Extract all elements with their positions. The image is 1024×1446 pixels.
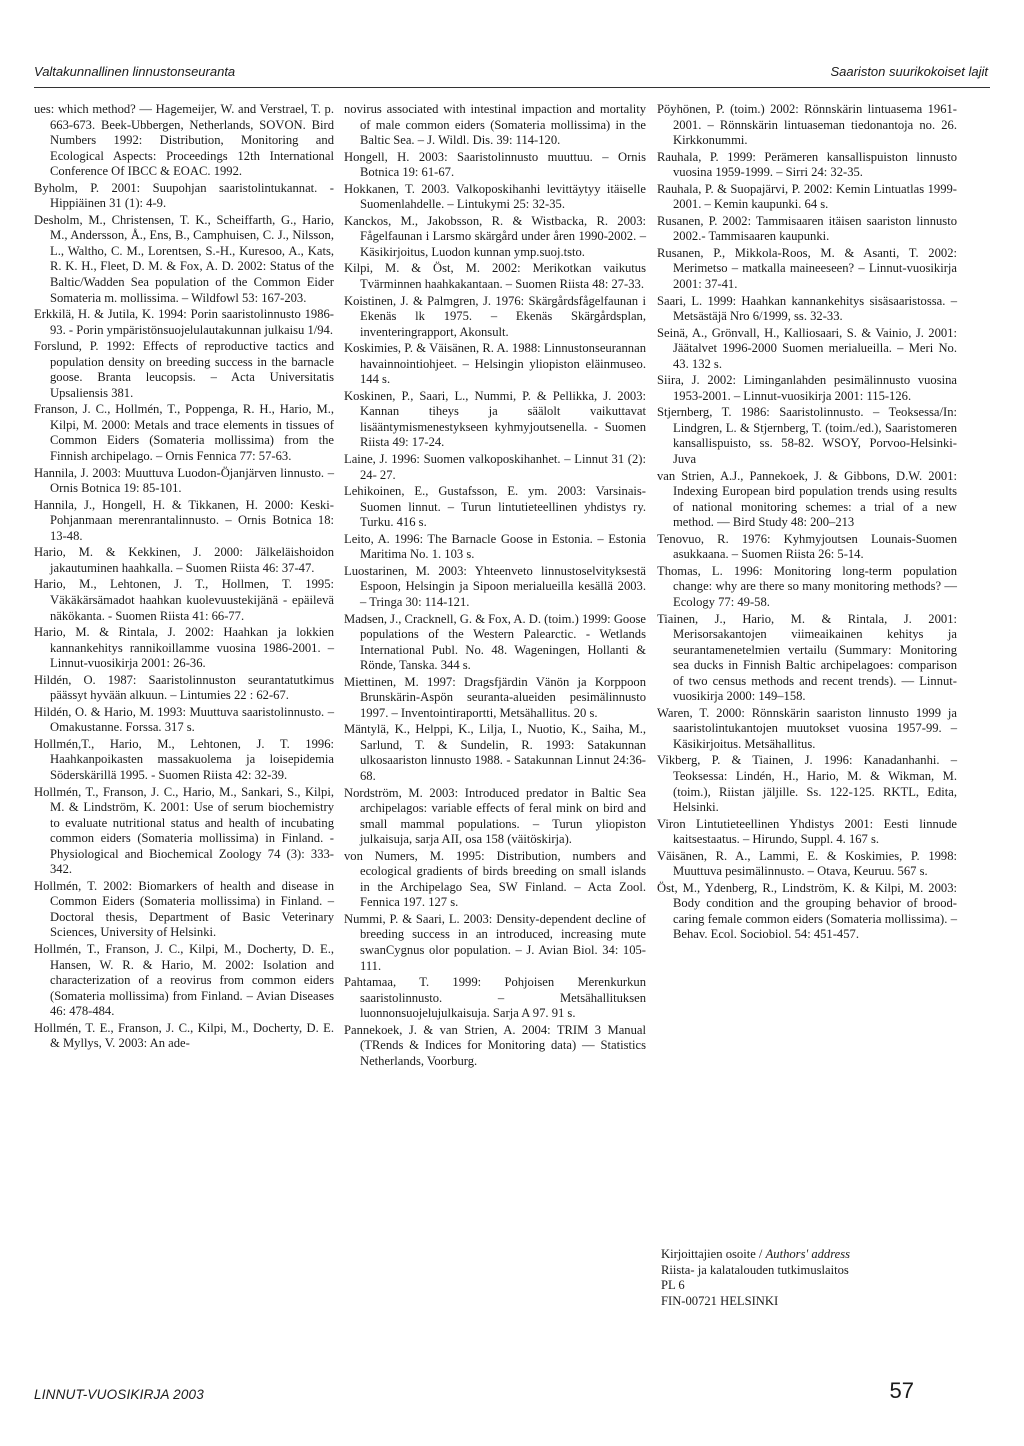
references-column-1 (34, 102, 334, 1053)
reference-entry: Hokkanen, T. 2003. Valkoposkihanhi levittäytyy itäiselle Suomenlahdelle. – Lintukymi 25: 32-35. (344, 181, 646, 212)
reference-entry: novirus associated with intestinal impaction and mortality of male common eiders (Somateria mollissima) in the Baltic Sea. – J. Wildl. Dis. 39: 114-120. (344, 102, 646, 148)
reference-entry: Tenovuo, R. 1976: Kyhmyjoutsen Lounais-Suomen asukkaana. – Suomen Riista 26: 5-14. (657, 531, 957, 562)
references-column-3 (657, 102, 957, 944)
reference-entry: Madsen, J., Cracknell, G. & Fox, A. D. (toim.) 1999: Goose populations of the Western Palearctic. - Wetlands International Publ. No. 48. Wageningen, Hollanti & Rönde, Tanska. 344 s. (344, 611, 646, 673)
reference-entry: Hildén, O. & Hario, M. 1993: Muuttuva saaristolinnusto. – Omakustanne. Forssa. 317 s. (34, 704, 334, 735)
reference-entry: Hario, M., Lehtonen, J. T., Hollmen, T. 1995: Väkäkärsämadot haahkan kuolevuustekijänä - epäilevä näkökanta. - Suomen Riista 41: 66-77. (34, 577, 334, 623)
address-line: FIN-00721 HELSINKI (661, 1293, 779, 1308)
reference-entry: Rauhala, P. & Suopajärvi, P. 2002: Kemin Lintuatlas 1999-2001. – Kemin kaupunki. 64 s. (657, 181, 957, 212)
reference-entry: Hollmén,T., Hario, M., Lehtonen, J. T. 1996: Haahkanpoikasten massakuolema ja loisepidemia Söderskärillä 1995. - Suomen Riista 42: 32-39. (34, 736, 334, 782)
reference-entry: Nordström, M. 2003: Introduced predator in Baltic Sea archipelagos: variable effects of feral mink on bird and small mammal populations. – Turun yliopiston julkaisuja, sarja AII, osa 158 (väitöskirja). (344, 785, 646, 847)
address-heading: Kirjoittajien osoite / Authors' address (661, 1247, 851, 1261)
reference-entry: Leito, A. 1996: The Barnacle Goose in Estonia. – Estonia Maritima No. 1. 103 s. (344, 531, 646, 562)
running-header-right: Saariston suurikokoiset lajit (830, 64, 988, 79)
reference-entry: Saari, L. 1999: Haahkan kannankehitys sisäsaaristossa. – Metsästäjä Nro 6/1999, ss. 32-33. (657, 293, 957, 324)
reference-entry: Miettinen, M. 1997: Dragsfjärdin Vänön ja Korppoon Brunskärin-Aspön seuranta-alueiden pesimälinnusto 1997. – Inventointiraportti, Metsähallitus. 20 s. (344, 674, 646, 720)
reference-entry: Tiainen, J., Hario, M. & Rintala, J. 2001: Merisorsakantojen viimeaikainen kehitys ja seurantamenetelmien vertailu (Summary: Monitoring sea ducks in Finnish Baltic archipelagoes: comparison of two census methods and recent trends). — Linnut-vuosikirja 2000: 149–158. (657, 611, 957, 704)
reference-entry: Koskinen, P., Saari, L., Nummi, P. & Pellikka, J. 2003: Kannan tiheys ja säälolt vaikuttavat lisääntymismenestykseen kyhmyjoutsenella. - Suomen Riista 49: 17-24. (344, 388, 646, 450)
reference-entry: Hollmén, T., Franson, J. C., Kilpi, M., Docherty, D. E., Hansen, W. R. & Hario, M. 2002: Isolation and characterization of a reovirus from common eiders (Somateria mollissima) from Finland. – Avian Diseases 46: 478-484. (34, 941, 334, 1019)
reference-entry: Forslund, P. 1992: Effects of reproductive tactics and population density on breeding success in the barnacle goose. Branta leucopsis. – Acta Universitatis Upsaliensis 381. (34, 339, 334, 400)
reference-entry: Erkkilä, H. & Jutila, K. 1994: Porin saaristolinnusto 1986-93. - Porin ympäristönsuojelulautakunnan julkaisu 1/94. (34, 307, 334, 337)
reference-entry: Koskimies, P. & Väisänen, R. A. 1988: Linnustonseurannan havainnointiohjeet. – Helsingin yliopiston eläinmuseo. 144 s. (344, 341, 646, 387)
reference-entry: Hannila, J. 2003: Muuttuva Luodon-Öjanjärven linnusto. – Ornis Botnica 19: 85-101. (34, 465, 334, 496)
reference-entry: Byholm, P. 2001: Suupohjan saaristolintukannat. - Hippiäinen 31 (1): 4-9. (34, 180, 334, 211)
reference-entry: Siira, J. 2002: Liminganlahden pesimälinnusto vuosina 1953-2001. – Linnut-vuosikirja 2001: 115-126. (657, 373, 957, 403)
header-rule (34, 87, 990, 88)
reference-entry: Hildén, O. 1987: Saaristolinnuston seurantatutkimus päässyt hyvään alkuun. – Lintumies 22 : 62-67. (34, 672, 334, 703)
footer-publication: LINNUT-VUOSIKIRJA 2003 (34, 1387, 204, 1402)
address-line: Riista- ja kalatalouden tutkimuslaitos (661, 1262, 849, 1277)
reference-entry: Vikberg, P. & Tiainen, J. 1996: Kanadanhanhi. – Teoksessa: Lindén, H., Hario, M. & Wikman, M. (toim.), Riistan jäljille. Ss. 122-125. RKTL, Edita, Helsinki. (657, 753, 957, 815)
reference-entry: Nummi, P. & Saari, L. 2003: Density-dependent decline of breeding success in an introduced, increasing mute swanCygnus olor population. – J. Avian Biol. 34: 105-111. (344, 911, 646, 973)
reference-entry: Hongell, H. 2003: Saaristolinnusto muuttuu. – Ornis Botnica 19: 61-67. (344, 149, 646, 180)
reference-entry: Rusanen, P., Mikkola-Roos, M. & Asanti, T. 2002: Merimetso – matkalla maineeseen? – Linnut-vuosikirja 2001: 37-41. (657, 245, 957, 292)
reference-entry: Koistinen, J. & Palmgren, J. 1976: Skärgårdsfågelfaunan i Ekenäs lk 1975. – Ekenäs Skärgårdsplan, inventeringrapport, Akonsult. (344, 293, 646, 339)
reference-entry: Öst, M., Ydenberg, R., Lindström, K. & Kilpi, M. 2003: Body condition and the grouping behavior of brood-caring female common eiders (Somateria mollissima). – Behav. Ecol. Sociobiol. 54: 451-457. (657, 880, 957, 942)
reference-entry: Franson, J. C., Hollmén, T., Poppenga, R. H., Hario, M., Kilpi, M. 2000: Metals and trace elements in tissues of Common Eiders (Somateria mollissima) from the Finnish archipelago. – Ornis Fennica 77: 57-63. (34, 402, 334, 464)
reference-entry: Hollmén, T. 2002: Biomarkers of health and disease in Common Eiders (Somateria mollissima) in Finland. – Doctoral thesis, Department of Basic Veterinary Sciences, University of Helsinki. (34, 878, 334, 940)
reference-entry: van Strien, A.J., Pannekoek, J. & Gibbons, D.W. 2001: Indexing European bird population trends using results of national monitoring schemes: a trial of a new method. — Bird Study 48: 200–213 (657, 468, 957, 530)
reference-entry: Lehikoinen, E., Gustafsson, E. ym. 2003: Varsinais-Suomen linnut. – Turun lintutieteellinen yhdistys ry. Turku. 416 s. (344, 484, 646, 530)
reference-entry: Rauhala, P. 1999: Perämeren kansallispuiston linnusto vuosina 1959-1999. – Sirri 24: 32-35. (657, 149, 957, 180)
running-header-left: Valtakunnallinen linnustonseuranta (34, 64, 236, 79)
reference-entry: Hannila, J., Hongell, H. & Tikkanen, H. 2000: Keski-Pohjanmaan merenrantalinnusto. – Ornis Botnica 18: 13-48. (34, 497, 334, 543)
reference-entry: ues: which method? — Hagemeijer, W. and Verstrael, T. p. 663-673. Beek-Ubbergen, Netherlands, SOVON. Bird Numbers 1992: Distribution, Monitoring and Ecological Aspects: Proceedings 12th International Conference Of IBCC & EOAC. 1992. (34, 102, 334, 179)
references-column-2 (344, 102, 646, 1070)
reference-entry: Desholm, M., Christensen, T. K., Scheiffarth, G., Hario, M., Andersson, Å., Ens, B., Camphuisen, C. J., Nilsson, L., Waltho, C. M., Lorentsen, S.-H., Kuresoo, A., Kats, R. K. H., Fleet, D. M. & Fox, A. D. 2002: Status of the Baltic/Wadden Sea population of the Common Eider Somateria m. mollissima. – Wildfowl 53: 167-203. (34, 212, 334, 305)
reference-entry: Hollmén, T. E., Franson, J. C., Kilpi, M., Docherty, D. E. & Myllys, V. 2003: An ade- (34, 1020, 334, 1051)
reference-entry: Hario, M. & Rintala, J. 2002: Haahkan ja lokkien kannankehitys rannikoillamme vuosina 1986-2001. – Linnut-vuosikirja 2001: 26-36. (34, 625, 334, 671)
reference-entry: Stjernberg, T. 1986: Saaristolinnusto. – Teoksessa/In: Lindgren, L. & Stjernberg, T. (toim./ed.), Saaristomeren kansallispuisto, ss. 58-82. WSOY, Porvoo-Helsinki-Juva (657, 405, 957, 467)
reference-entry: Mäntylä, K., Helppi, K., Lilja, I., Nuotio, K., Saiha, M., Sarlund, T. & Sundelin, R. 1993: Satakunnan ulkosaariston linnusto 1988. - Satakunnan Linnut 24:36-68. (344, 722, 646, 783)
reference-entry: Rusanen, P. 2002: Tammisaaren itäisen saariston linnusto 2002.- Tammisaaren kaupunki. (657, 213, 957, 244)
address-line: PL 6 (661, 1278, 685, 1293)
reference-entry: Viron Lintutieteellinen Yhdistys 2001: Eesti linnude kaitsestaatus. – Hirundo, Suppl. 4. 167 s. (657, 816, 957, 847)
reference-entry: Waren, T. 2000: Rönnskärin saariston linnusto 1999 ja saaristolintukantojen muutokset vuosina 1957-99. – Käsikirjoitus. Metsähallitus. (657, 705, 957, 751)
reference-entry: Kanckos, M., Jakobsson, R. & Wistbacka, R. 2003: Fågelfaunan i Larsmo skärgård under åren 1990-2002. – Käsikirjoitus, Luodon kunnan ymp.suoj.tsto. (344, 213, 646, 259)
reference-entry: Hario, M. & Kekkinen, J. 2000: Jälkeläishoidon jakautuminen haahkalla. – Suomen Riista 46: 37-47. (34, 545, 334, 575)
reference-entry: Pöyhönen, P. (toim.) 2002: Rönnskärin lintuasema 1961-2001. – Rönnskärin lintuaseman tiedonantoja no. 26. Kirkkonummi. (657, 102, 957, 148)
reference-entry: Thomas, L. 1996: Monitoring long-term population change: why are there so many monitoring methods? — Ecology 77: 49-58. (657, 563, 957, 609)
page-number: 57 (889, 1378, 914, 1403)
reference-entry: von Numers, M. 1995: Distribution, numbers and ecological gradients of birds breeding on small islands in the Archipelago Sea, SW Finland. – Acta Zool. Fennica 197. 127 s. (344, 848, 646, 910)
reference-entry: Pahtamaa, T. 1999: Pohjoisen Merenkurkun saaristolinnusto. – Metsähallituksen luonnonsuojelujulkaisuja. Sarja A 97. 91 s. (344, 975, 646, 1021)
reference-entry: Seinä, A., Grönvall, H., Kalliosaari, S. & Vainio, J. 2001: Jäätalvet 1996-2000 Suomen merialueilla. – Meri No. 43. 132 s. (657, 325, 957, 371)
reference-entry: Luostarinen, M. 2003: Yhteenveto linnustoselvityksestä Espoon, Helsingin ja Sipoon merialueilla kesällä 2003. – Tringa 30: 114-121. (344, 563, 646, 609)
reference-entry: Väisänen, R. A., Lammi, E. & Koskimies, P. 1998: Muuttuva pesimälinnusto. – Otava, Keuruu. 567 s. (657, 848, 957, 879)
reference-entry: Pannekoek, J. & van Strien, A. 2004: TRIM 3 Manual (TRends & Indices for Monitoring data) — Statistics Netherlands, Voorburg. (344, 1022, 646, 1068)
reference-entry: Kilpi, M. & Öst, M. 2002: Merikotkan vaikutus Tvärminnen haahkakantaan. – Suomen Riista 48: 27-33. (344, 261, 646, 292)
authors-address (661, 1247, 850, 1309)
reference-entry: Laine, J. 1996: Suomen valkoposkihanhet. – Linnut 31 (2): 24- 27. (344, 452, 646, 482)
reference-entry: Hollmén, T., Franson, J. C., Hario, M., Sankari, S., Kilpi, M. & Lindström, K. 2001: Use of serum biochemistry to evaluate nutritional status and health of incubating common eiders (Somateria mollissima) in Finland. - Physiological and Biochemical Zoology 74 (3): 333-342. (34, 784, 334, 877)
